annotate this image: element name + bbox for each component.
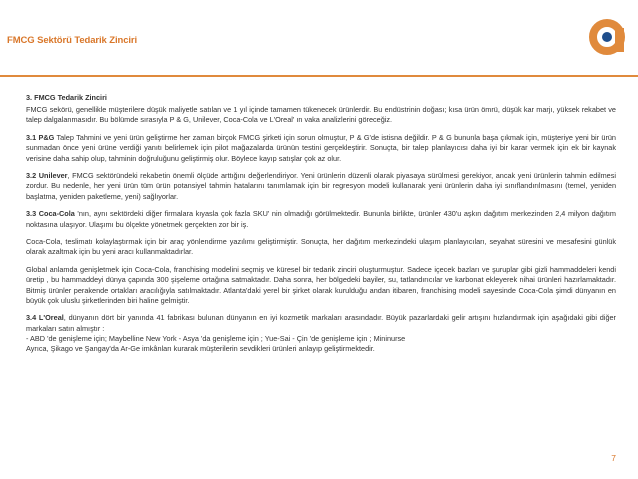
loreal-heading: 3.4 L'Oreal (26, 313, 64, 323)
pg-heading: 3.1 P&G (26, 133, 55, 143)
section-title: 3. FMCG Tedarik Zinciri (26, 93, 107, 102)
loreal-text: , dünyanın dört bir yanında 41 fabrikası bulunan dünyanın en iyi kozmetik markaları arasındadır. Büyük pazarlardaki gelir artışını hızlandırmak için aşağıdaki gibi diğer markaları satın almıştır : (26, 313, 616, 333)
cocacola-paragraph-3: Global anlamda genişletmek için Coca-Cola, franchising modelini seçmiş ve küresel bir tedarik zinciri oluşturmuştur. Sadece içecek bazları ve şuruplar gibi gizli hammaddeleri kendi üretip , bu hammaddeyi dünya çapında 300 şişeleme ortağına satmaktadır. Daha sonra, her bölgedeki bayiler, su, tatlandırıcılar ve karbonat ekleyerek nihai ürünleri hazırlamaktadır. Bitmiş ürünler perakende ortakları aracılığıyla satılmaktadır. Atlanta'daki yerel bir şirket olarak kurulduğu andan itibaren, franchising modeli sayesinde Coca-Cola şimdi dünyanın en büyük çok uluslu şirketlerinden biri haline gelmiştir. (26, 265, 616, 305)
unilever-heading: 3.2 Unilever (26, 171, 68, 181)
intro-paragraph: FMCG sekörü, genellikle müşterilere düşük maliyetle satılan ve 1 yıl içinde tamamen tükenecek ürünlerdir. Bu endüstrinin doğası; kısa ürün ömrü, düşük kar marjı, yüksek rekabet ve talep dalgalanmasıdır. Bu bölümde sırasıyla P & G, Unilever, Coca-Cola ve L'Oreal' ın vaka analizlerini göreceğiz. (26, 105, 616, 125)
cocacola-paragraph-2: Coca-Cola, teslimatı kolaylaştırmak için bir araç yönlendirme yazılımı geliştirmiştir. Sonuçta, her dağıtım merkezindeki ulaşım planlayıcıları, seyahat süresini ve mesafesini günlük olarak azaltmak için bu yeni aracı kullanmaktadırlar. (26, 237, 616, 257)
loreal-rnd-line: Ayrıca, Şikago ve Şangay'da Ar-Ge imkânları kurarak müşterilerin sevdikleri ürünleri anlayıp geliştirmektedir. (26, 344, 375, 354)
pg-paragraph (26, 133, 616, 164)
cocacola-heading: 3.3 Coca-Cola (26, 209, 75, 219)
page-number: 7 (611, 453, 616, 463)
loreal-paragraph (26, 313, 616, 333)
brand-a-icon (589, 18, 627, 56)
unilever-text: , FMCG sektöründeki rekabetin önemli ölçüde arttığını değerlendiriyor. Yeni ürünlerin düzenli olarak piyasaya sürülmesi gerekiyor, ancak yeni ürünlerin tahmin edilmesi zordur. Bu nedenle, her yeni ürün tüm ürün potansiyel tahmin hatalarını tanımlamak için bir regresyon modeli kullanarak yeni ürünlerin daha iyi sınıflandırılmasını (temel, yeniden başlatma, yeniden paketleme, yeni) sağlıyorlar. (26, 171, 616, 201)
cocacola-text: 'nın, aynı sektördeki diğer firmalara kıyasla çok fazla SKU' nin olmadığı görülmektedir. Bununla birlikte, ürünler 430'u aşkın dağıtım merkezinden 2,4 milyon dağıtım noktasına ulaşıyor. Ulaşımı bu ölçekte yönetmek gerçekten zor bir iş. (26, 209, 616, 229)
unilever-paragraph (26, 171, 616, 202)
cocacola-paragraph (26, 209, 616, 229)
slide-header (0, 0, 638, 78)
loreal-brands-line: - ABD 'de genişleme için; Maybelline New York - Asya 'da genişleme için ; Yue-Sai - Çin 'de genişleme için ; Mininurse (26, 333, 406, 343)
slide-body (26, 93, 616, 354)
pg-text: Talep Tahmini ve yeni ürün geliştirme her zaman birçok FMCG şirketi için sorun olmuştur, P & G'de istisna değildir. P & G bununla başa çıkmak için, müşteriye yeni bir ürün sunmadan önce yeni ürüne verdiği yanıtı belirlemek için pilot mağazalarda ürünün testini gerçekleştirir. Sonuçta, bir talep planlayıcısı daha iyi bir karar vermek için ek bir kaynak verisine daha sahip olup, tahminin doğruluğunu geliştirmiş olur. Böylece kayıp satışlar çok az olur. (26, 133, 616, 163)
slide-title: FMCG Sektörü Tedarik Zinciri (7, 35, 138, 46)
header-divider (0, 75, 638, 77)
